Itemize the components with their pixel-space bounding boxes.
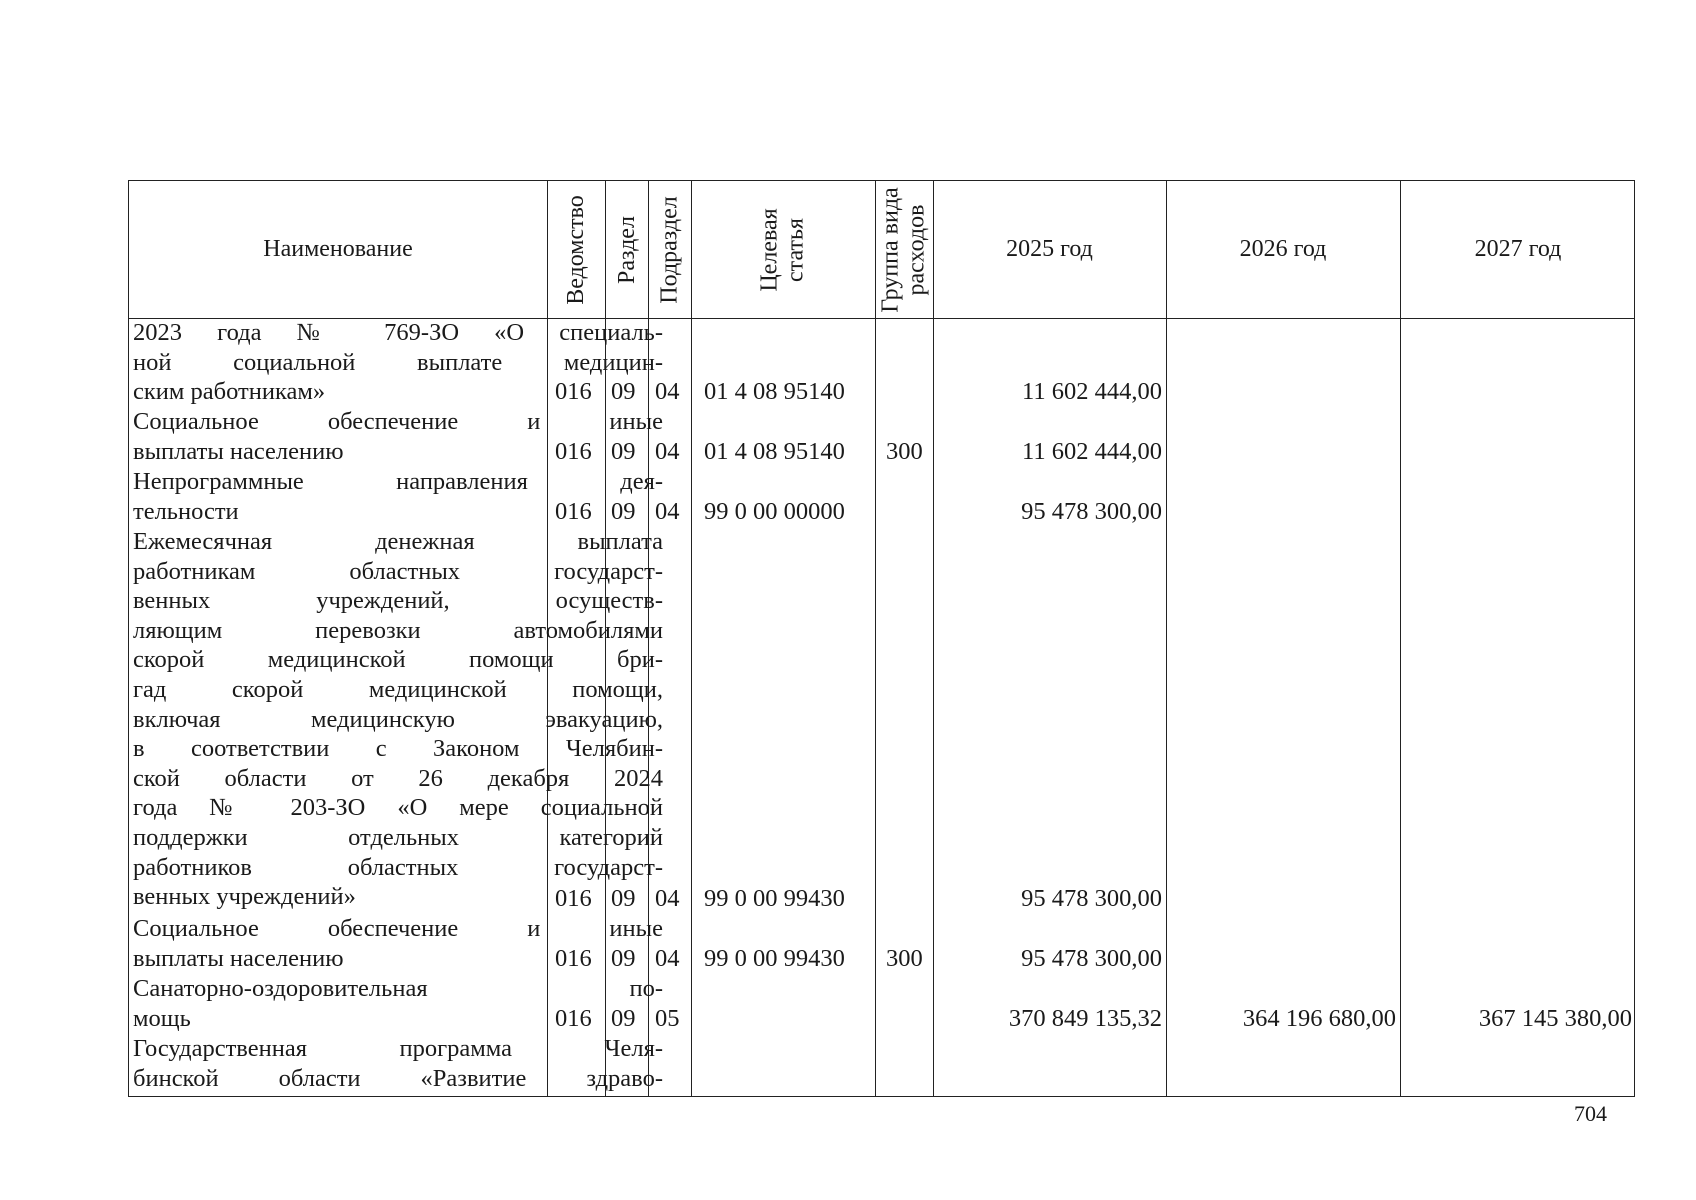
cell-razdel: 09	[611, 885, 636, 912]
column-divider	[691, 181, 692, 1096]
row-name-line: Ежемесячная денежная выплата	[133, 528, 663, 555]
header-razdel	[605, 181, 648, 318]
cell-podrazdel: 04	[655, 945, 680, 972]
row-name-line: года № 203-ЗО «О мере социальной	[133, 794, 663, 822]
header-tselevaya-label	[757, 208, 809, 291]
row-name-line: венных учреждений»	[133, 883, 356, 911]
row-name-line: скорой медицинской помощи бри-	[133, 646, 663, 674]
cell-razdel: 09	[611, 498, 636, 525]
row-name-line: венных учреждений, осуществ-	[133, 587, 663, 615]
cell-razdel: 09	[611, 945, 636, 972]
cell-2027: 367 145 380,00	[1478, 1005, 1632, 1032]
row-name	[133, 527, 663, 912]
cell-podrazdel: 04	[655, 378, 680, 405]
row-name-line: выплаты населению	[133, 437, 344, 465]
column-divider	[875, 181, 876, 1096]
cell-tselevaya: 01 4 08 95140	[704, 438, 845, 465]
column-divider	[1400, 181, 1401, 1096]
cell-podrazdel: 04	[655, 885, 680, 912]
header-gruppa-line2: расходов	[904, 204, 930, 295]
header-name	[129, 181, 547, 318]
row-name-line: тельности	[133, 497, 239, 525]
header-2026	[1166, 181, 1400, 318]
cell-2025: 95 478 300,00	[1021, 498, 1162, 525]
header-name-label: Наименование	[263, 236, 413, 262]
row-name-line: ляющим перевозки автомобилями	[133, 616, 663, 644]
row-name-line: выплаты населению	[133, 944, 344, 972]
cell-gruppa: 300	[886, 945, 923, 972]
header-vedomstvo-label: Ведомство	[563, 194, 589, 305]
header-gruppa-label	[878, 187, 930, 312]
header-gruppa	[875, 181, 933, 318]
cell-vedomstvo: 016	[555, 885, 592, 912]
header-2027	[1400, 181, 1636, 318]
cell-tselevaya: 01 4 08 95140	[704, 378, 845, 405]
row-name-line: Государственная программа Челя-	[133, 1035, 663, 1062]
cell-vedomstvo: 016	[555, 438, 592, 465]
cell-2025: 11 602 444,00	[1022, 378, 1162, 405]
cell-2025: 95 478 300,00	[1021, 945, 1162, 972]
cell-razdel: 09	[611, 1005, 636, 1032]
cell-tselevaya: 99 0 00 99430	[704, 945, 845, 972]
header-tselevaya	[691, 181, 875, 318]
header-2025	[933, 181, 1166, 318]
row-name-line: работникам областных государст-	[133, 557, 663, 585]
cell-podrazdel: 05	[655, 1005, 680, 1032]
header-vedomstvo	[547, 181, 605, 318]
header-tselevaya-line1: Целевая	[756, 207, 783, 292]
column-divider	[933, 181, 934, 1096]
header-gruppa-line1: Группа вида	[878, 186, 904, 313]
row-name-line: 2023 года № 769-ЗО «О специаль-	[133, 319, 663, 346]
row-name-line: Непрограммные направления дея-	[133, 468, 663, 495]
row-name-line: ской области от 26 декабря 2024	[133, 764, 663, 792]
cell-2026: 364 196 680,00	[1242, 1005, 1396, 1032]
header-podrazdel-label: Подраздел	[656, 195, 683, 304]
cell-vedomstvo: 016	[555, 1005, 592, 1032]
cell-vedomstvo: 016	[555, 498, 592, 525]
header-razdel-label: Раздел	[613, 215, 640, 284]
row-name	[133, 1034, 663, 1093]
cell-2025: 370 849 135,32	[1008, 1005, 1162, 1032]
header-2027-label: 2027 год	[1474, 236, 1562, 262]
cell-tselevaya: 99 0 00 99430	[704, 885, 845, 912]
row-name-line: в соответствии с Законом Челябин-	[133, 735, 663, 763]
cell-vedomstvo: 016	[555, 378, 592, 405]
cell-2025: 95 478 300,00	[1021, 885, 1162, 912]
row-name-line: Санаторно-оздоровительная по-	[133, 975, 663, 1002]
row-name-line: гад скорой медицинской помощи,	[133, 675, 663, 703]
cell-gruppa: 300	[886, 438, 923, 465]
cell-razdel: 09	[611, 378, 636, 405]
budget-table	[128, 180, 1635, 1097]
cell-tselevaya: 99 0 00 00000	[704, 498, 845, 525]
row-name-line: ной социальной выплате медицин-	[133, 348, 663, 376]
row-name-line: мощь	[133, 1004, 191, 1032]
page-number: 704	[1574, 1101, 1607, 1126]
column-divider	[1166, 181, 1167, 1096]
header-2026-label: 2026 год	[1239, 236, 1327, 262]
row-name-line: ским работникам»	[133, 378, 326, 406]
row-name-line: Социальное обеспечение и иные	[133, 408, 663, 435]
cell-podrazdel: 04	[655, 438, 680, 465]
row-name-line: бинской области «Развитие здраво-	[133, 1064, 663, 1092]
header-2025-label: 2025 год	[1006, 236, 1093, 262]
row-name-line: работников областных государст-	[133, 853, 663, 881]
cell-podrazdel: 04	[655, 498, 680, 525]
row-name-line: Социальное обеспечение и иные	[133, 915, 663, 942]
cell-razdel: 09	[611, 438, 636, 465]
cell-2025: 11 602 444,00	[1022, 438, 1162, 465]
cell-vedomstvo: 016	[555, 945, 592, 972]
header-tselevaya-line2: статья	[782, 217, 809, 282]
header-podrazdel	[648, 181, 691, 318]
row-name-line: включая медицинскую эвакуацию,	[133, 705, 663, 733]
row-name-line: поддержки отдельных категорий	[133, 823, 663, 851]
